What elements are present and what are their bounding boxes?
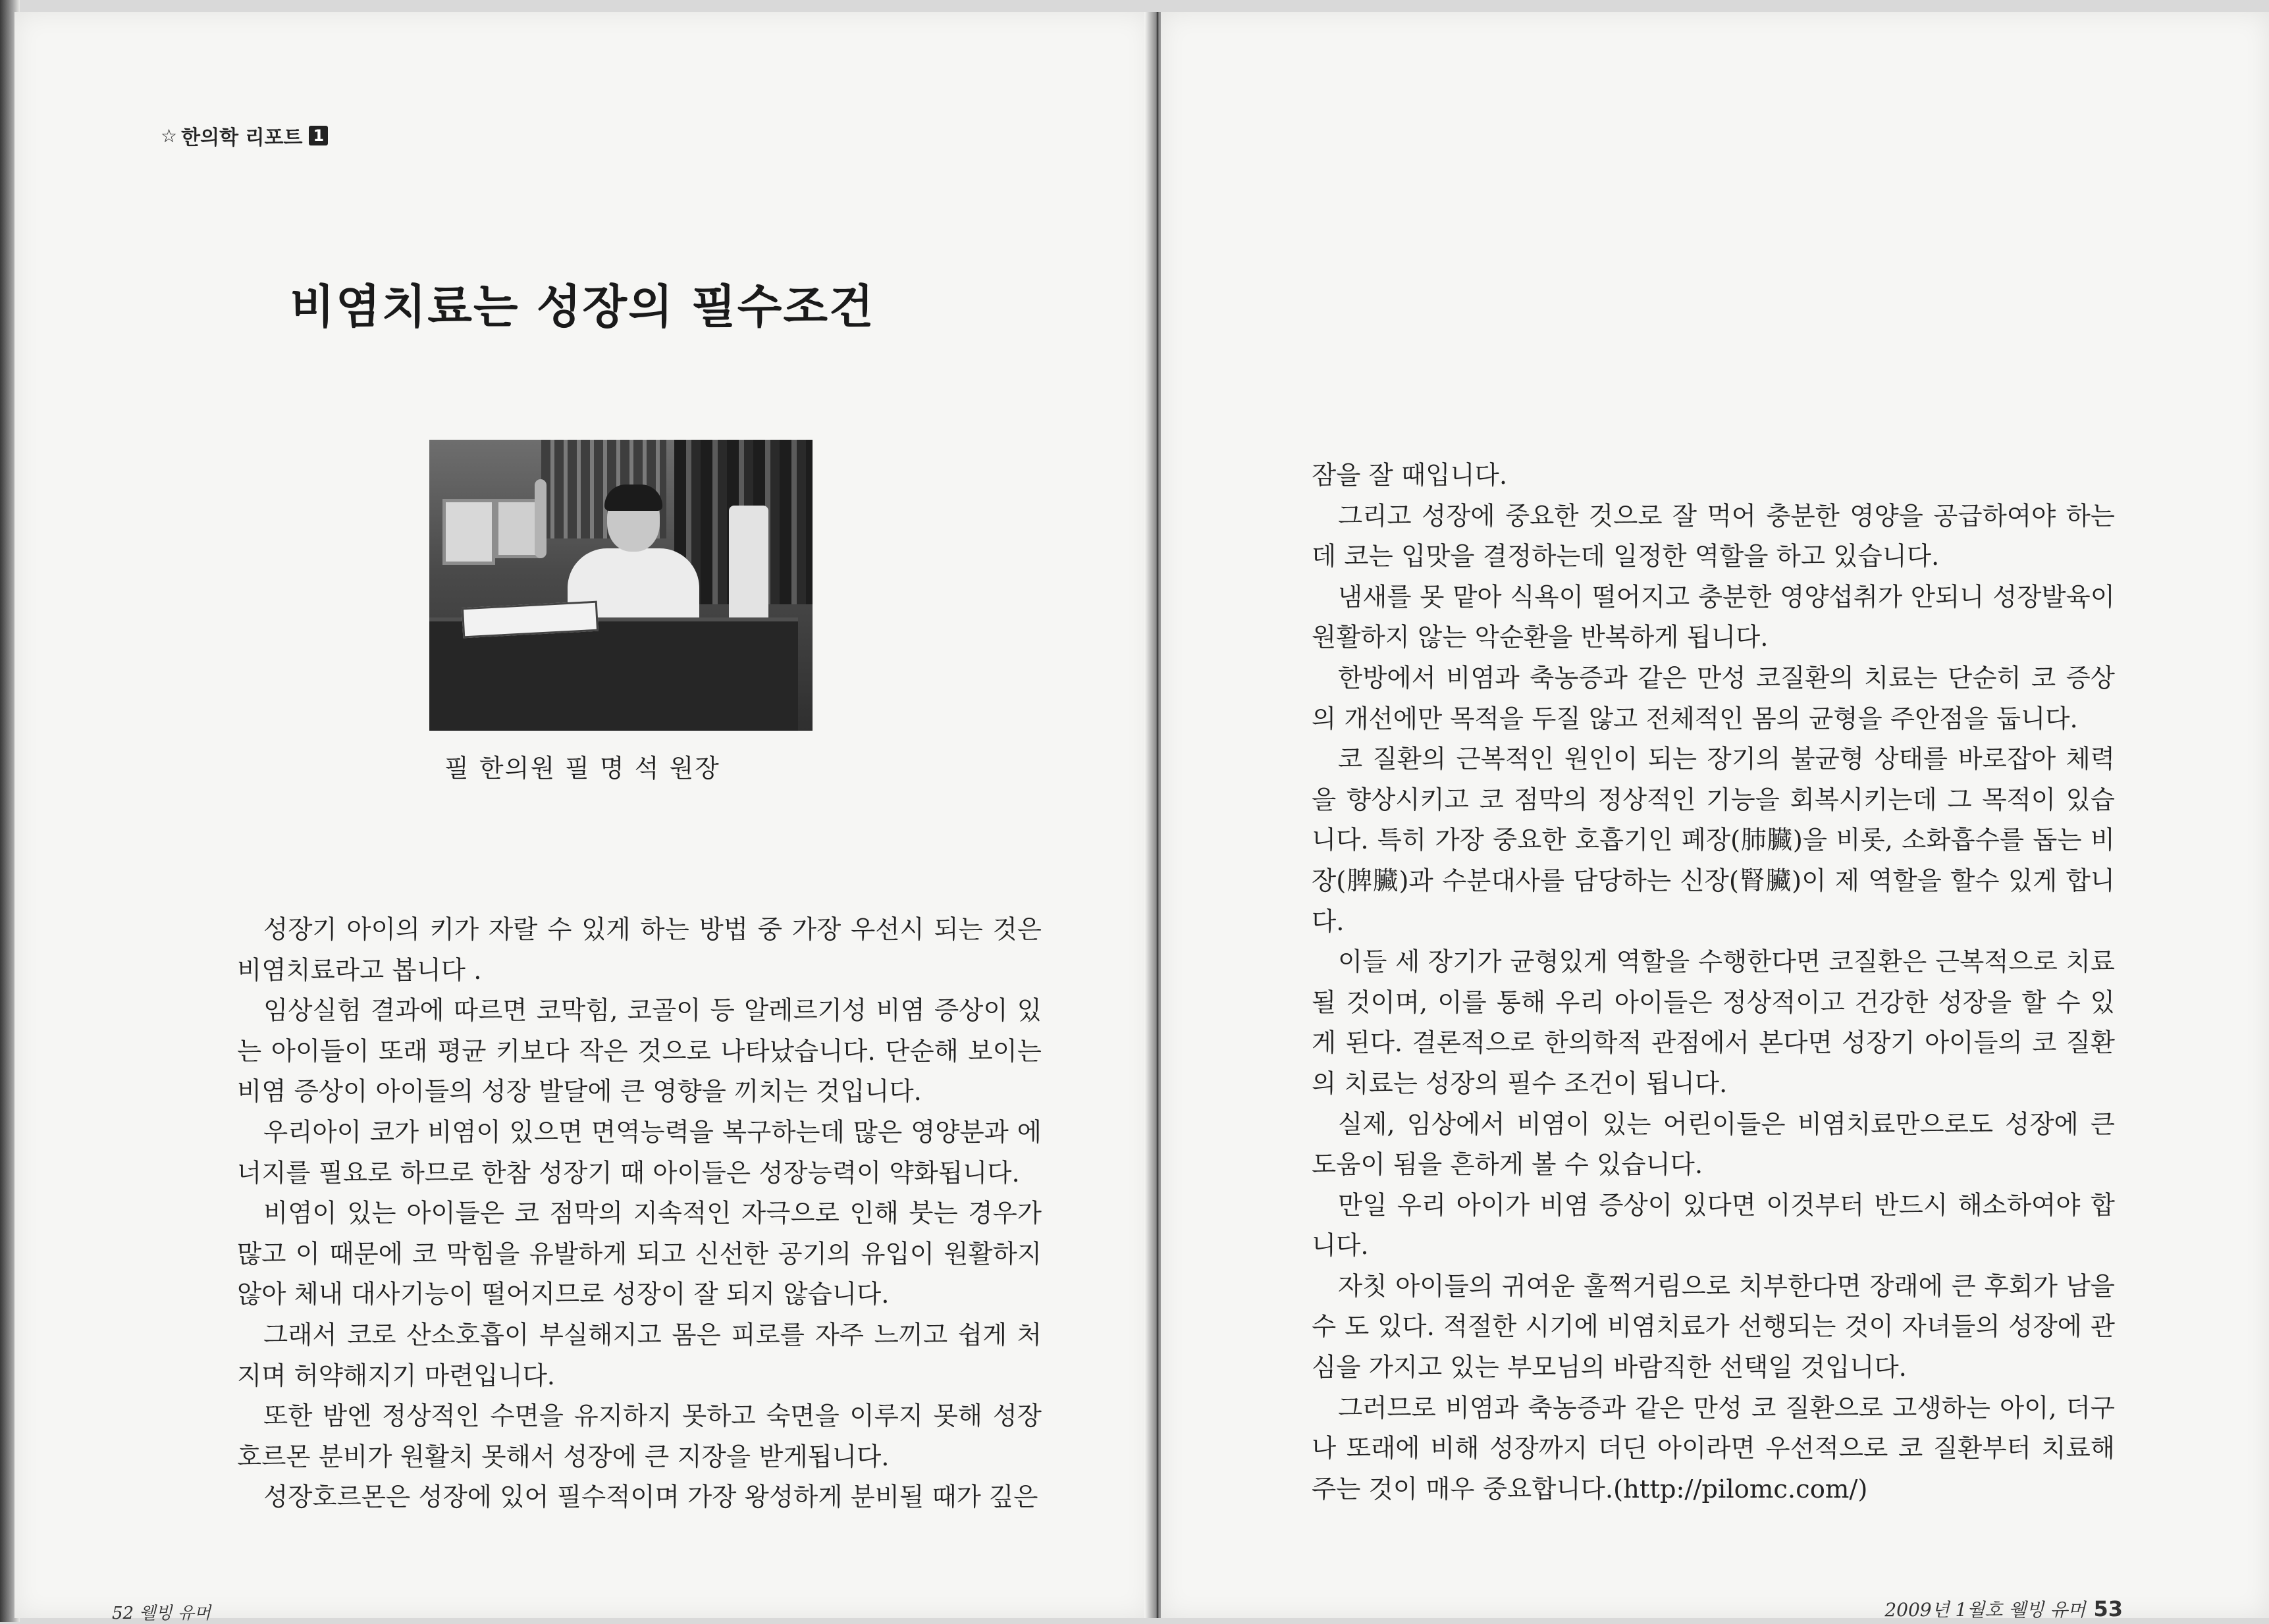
paragraph: 실제, 임상에서 비염이 있는 어린이들은 비염치료만으로도 성장에 큰 도움이 됨을 흔하게 볼 수 있습니다. — [1312, 1109, 2115, 1180]
paragraph: 임상실험 결과에 따르면 코막힘, 코골이 등 알레르기성 비염 증상이 있는 아이들이 또래 평균 키보다 작은 것으로 나타났습니다. 단순해 보이는 비염 증상이 아이들의 성장 발달에 큰 영향을 끼치는 것입니다. — [237, 996, 1042, 1107]
paragraph: 이들 세 장기가 균형있게 역할을 수행한다면 코질환은 근복적으로 치료될 것이며, 이를 통해 우리 아이들은 정상적이고 건강한 성장을 할 수 있게 된다. 결론적으로 한의학적 관점에서 본다면 성장기 아이들의 코 질환의 치료는 성장의 필수 조건이 됩니다. — [1312, 947, 2115, 1099]
paragraph: 비염이 있는 아이들은 코 점막의 지속적인 자극으로 인해 붓는 경우가 많고 이 때문에 코 막힘을 유발하게 되고 신선한 공기의 유입이 원활하지 않아 체내 대사기능이 떨어지므로 성장이 잘 되지 않습니다. — [237, 1199, 1042, 1310]
article-title: 비염치료는 성장의 필수조건 — [290, 279, 875, 334]
paragraph: 우리아이 코가 비염이 있으면 면역능력을 복구하는데 많은 영양분과 에너지를 필요로 하므로 한참 성장기 때 아이들은 성장능력이 약화됩니다. — [237, 1117, 1042, 1188]
section-header — [161, 121, 328, 150]
certificate-frame — [442, 499, 495, 565]
left-body-text — [237, 910, 1042, 1518]
paragraph: 그리고 성장에 중요한 것으로 잘 먹어 충분한 영양을 공급하여야 하는데 코는 입맛을 결정하는데 일정한 역할을 하고 있습니다. — [1312, 501, 2115, 572]
paragraph: 그래서 코로 산소호흡이 부실해지고 몸은 피로를 자주 느끼고 쉽게 처지며 허약해지기 마련입니다. — [237, 1320, 1042, 1391]
paragraph: 만일 우리 아이가 비염 증상이 있다면 이것부터 반드시 해소하여야 합니다. — [1312, 1190, 2115, 1261]
paragraph: 한방에서 비염과 축농증과 같은 만성 코질환의 치료는 단순히 코 증상의 개선에만 목적을 두질 않고 전체적인 몸의 균형을 주안점을 둡니다. — [1312, 663, 2115, 734]
footer-issue: 2009년 1월호 웰빙 유머 — [1884, 1599, 2086, 1621]
director-photo — [429, 440, 813, 731]
right-body-text — [1312, 456, 2115, 1509]
paragraph: 그러므로 비염과 축농증과 같은 만성 코 질환으로 고생하는 아이, 더구나 또래에 비해 성장까지 더딘 아이라면 우선적으로 코 질환부터 치료해 주는 것이 매우 중요합니다.(http://pilomc.com/) — [1312, 1393, 2115, 1504]
paragraph: 성장기 아이의 키가 자랄 수 있게 하는 방법 중 가장 우선시 되는 것은 비염치료라고 봅니다 . — [237, 915, 1042, 985]
star-icon: ☆ — [161, 124, 178, 147]
left-page-footer: 52 웰빙 유머 — [112, 1604, 211, 1623]
paragraph: 또한 밤엔 정상적인 수면을 유지하지 못하고 숙면을 이루지 못해 성장호르몬 분비가 원활치 못해서 성장에 큰 지장을 받게됩니다. — [237, 1401, 1042, 1472]
photo-caption: 필 한의원 필 명 석 원장 — [444, 754, 720, 783]
section-label: 한의학 리포트 — [181, 126, 303, 149]
paragraph: 냄새를 못 맡아 식욕이 떨어지고 충분한 영양섭취가 안되니 성장발육이 원활하지 않는 악순환을 반복하게 됩니다. — [1312, 582, 2115, 653]
paragraph: 성장호르몬은 성장에 있어 필수적이며 가장 왕성하게 분비될 때가 깊은 — [263, 1482, 1038, 1513]
statue-figure — [535, 479, 547, 558]
doctor-hair — [604, 485, 662, 511]
paragraph: 잠을 잘 때입니다. — [1312, 461, 1508, 490]
section-number-badge: 1 — [309, 126, 328, 145]
paragraph: 자칫 아이들의 귀여운 훌쩍거림으로 치부한다면 장래에 큰 후회가 남을 수 도 있다. 적절한 시기에 비염치료가 선행되는 것이 자녀들의 성장에 관심을 가지고 있는 부모님의 바람직한 선택일 것입니다. — [1312, 1271, 2115, 1383]
right-page-footer — [1884, 1596, 2123, 1622]
page-number: 53 — [2093, 1596, 2123, 1621]
paragraph: 코 질환의 근복적인 원인이 되는 장기의 불균형 상태를 바로잡아 체력을 향상시키고 코 점막의 정상적인 기능을 회복시키는데 그 목적이 있습니다. 특히 가장 중요한 호흡기인 폐장(肺臟)을 비롯, 소화흡수를 돕는 비장(脾臟)과 수분대사를 담당하는 신장(腎臟)이 제 역할을 할수 있게 합니다. — [1312, 745, 2115, 937]
